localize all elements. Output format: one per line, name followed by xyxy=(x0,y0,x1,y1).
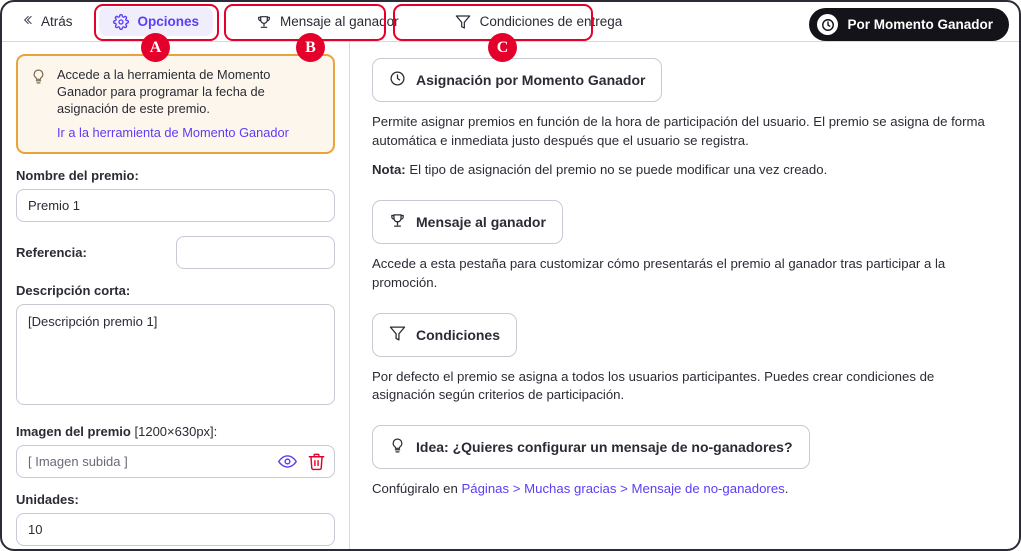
assignment-card-button[interactable] xyxy=(372,58,662,102)
tab-mensaje-al-ganador[interactable] xyxy=(241,7,413,36)
short-description-textarea[interactable] xyxy=(16,304,335,405)
prize-name-label: Nombre del premio: xyxy=(16,168,139,184)
gear-icon xyxy=(113,13,130,30)
prize-image-actions xyxy=(278,452,326,471)
clock-icon xyxy=(389,70,406,90)
lightbulb-icon xyxy=(30,68,47,142)
back-label: Atrás xyxy=(41,14,73,29)
winner-message-card-button[interactable] xyxy=(372,200,563,244)
mode-pill-label: Por Momento Ganador xyxy=(847,17,993,32)
conditions-card-button[interactable] xyxy=(372,313,517,357)
mode-pill-momento-ganador[interactable] xyxy=(809,8,1009,41)
prize-image-label-text: Imagen del premio xyxy=(16,424,131,440)
tab-condiciones-de-entrega[interactable] xyxy=(441,7,637,36)
tab-condiciones-label: Condiciones de entrega xyxy=(479,14,623,29)
prize-image-label xyxy=(16,424,335,439)
winner-message-description: Accede a esta pestaña para customizar cómo presentarás el premio al ganador tras participar a la promoción. xyxy=(372,256,946,290)
prize-image-dims: [1200×630px]: xyxy=(134,424,218,440)
prize-name-input[interactable] xyxy=(16,189,335,222)
trophy-icon xyxy=(255,13,272,30)
reference-label: Referencia: xyxy=(16,245,87,261)
lightbulb-icon xyxy=(389,437,406,457)
assignment-note-text: El tipo de asignación del premio no se puede modificar una vez creado. xyxy=(405,162,828,178)
idea-card-button[interactable] xyxy=(372,425,810,469)
assignment-card-label: Asignación por Momento Ganador xyxy=(416,72,646,88)
units-label: Unidades: xyxy=(16,492,79,508)
momento-ganador-notice xyxy=(16,54,335,154)
annotation-badge-a: A xyxy=(141,33,170,62)
tab-opciones-label: Opciones xyxy=(137,14,200,29)
trophy-icon xyxy=(389,212,406,232)
idea-description-link[interactable]: Páginas > Muchas gracias > Mensaje de no-ganadores xyxy=(461,481,785,497)
reference-row xyxy=(16,236,335,269)
prize-image-row xyxy=(16,445,335,478)
eye-icon[interactable] xyxy=(278,452,297,471)
content-area xyxy=(2,42,1019,551)
short-description-label: Descripción corta: xyxy=(16,283,131,299)
funnel-icon xyxy=(455,13,472,30)
back-button[interactable] xyxy=(12,9,81,34)
left-form-panel xyxy=(2,42,350,551)
assignment-description xyxy=(372,113,997,150)
conditions-card-label: Condiciones xyxy=(416,326,501,343)
notice-link[interactable]: Ir a la herramienta de Momento Ganador xyxy=(57,125,289,141)
right-info-panel xyxy=(350,42,1019,551)
assignment-note-label: Nota: xyxy=(372,162,406,178)
idea-description-suffix: . xyxy=(784,481,789,497)
tab-mensaje-label: Mensaje al ganador xyxy=(280,14,399,29)
notice-text: Accede a la herramienta de Momento Ganador para programar la fecha de asignación de este premio. xyxy=(57,67,271,117)
reference-input[interactable] xyxy=(176,236,335,269)
idea-description xyxy=(372,480,997,499)
idea-description-prefix: Confúgiralo en xyxy=(372,481,462,497)
units-input[interactable] xyxy=(16,513,335,546)
annotation-badge-c: C xyxy=(488,33,517,62)
assignment-description-text: Permite asignar premios en función de la hora de participación del usuario. El premio se asigna de forma automática e inmediata justo después que el usuario se registra. xyxy=(372,114,985,148)
idea-card-label: Idea: ¿Quieres configurar un mensaje de no-ganadores? xyxy=(416,439,793,456)
trash-icon[interactable] xyxy=(307,452,326,471)
assignment-note xyxy=(372,161,997,180)
tab-opciones[interactable] xyxy=(99,7,214,36)
winner-message-card-label: Mensaje al ganador xyxy=(416,214,546,231)
conditions-description: Por defecto el premio se asigna a todos los usuarios participantes. Puedes crear condiciones de asignación según criterios de participación. xyxy=(372,368,935,403)
clock-icon xyxy=(817,14,838,35)
chevron-left-icon xyxy=(20,13,34,30)
funnel-icon xyxy=(389,325,406,345)
annotation-badge-b: B xyxy=(296,33,325,62)
